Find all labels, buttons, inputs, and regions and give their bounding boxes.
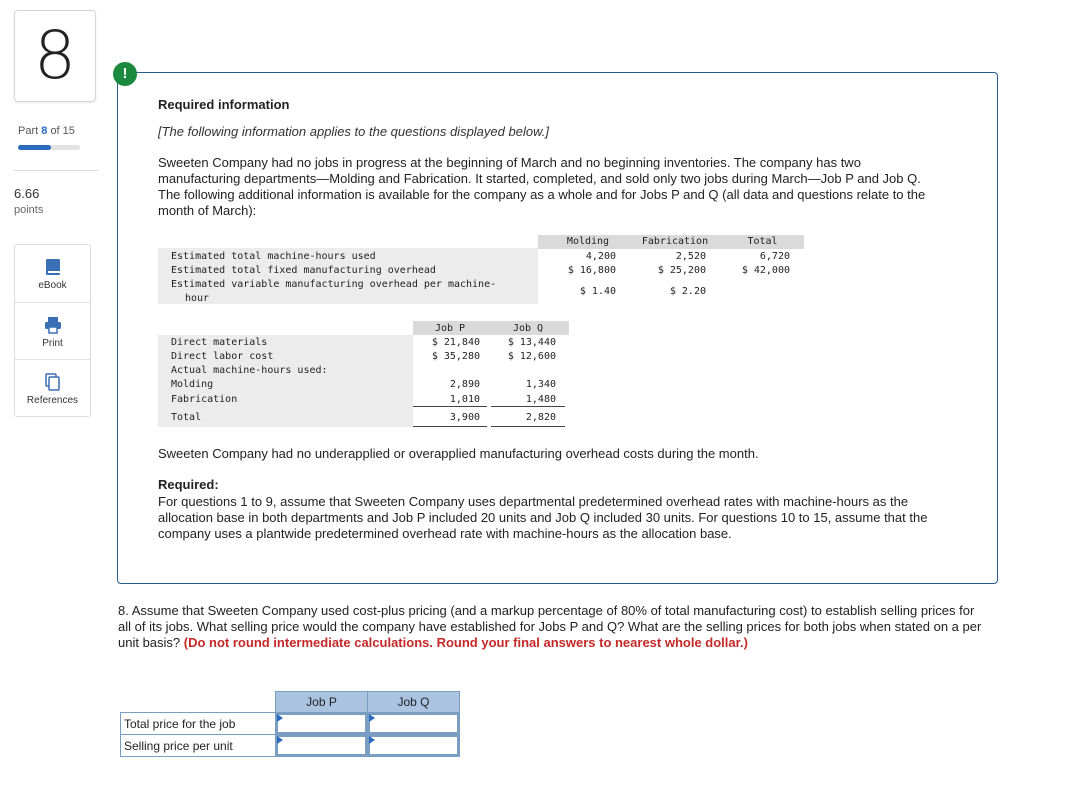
answer-cell [368,713,460,735]
input-flag-icon [369,736,375,744]
table1-row-label-cont: hour [185,293,210,304]
table1-header-total: Total [747,236,778,247]
part-progress-fill [18,145,51,150]
table2-cell: 1,010 [449,394,480,405]
scenario-paragraph: Sweeten Company had no jobs in progress at the beginning of March and no beginning inventories. The company has two manufacturing departments—Molding and Fabrication. It started, completed, and sold only two jobs during March—Job P and Job Q. The following additional information is available for the company as a whole and for Jobs P and Q (all data and questions relate to the month of March): [158,155,926,218]
answer-header-job-p: Job P [276,692,368,713]
table1-cell: $ 1.40 [579,286,616,297]
input-flag-icon [369,714,375,722]
answer-header-row [121,692,460,713]
print-button[interactable] [15,302,90,359]
table1-cell: 4,200 [585,251,616,262]
table1-cell: $ 25,200 [657,265,706,276]
part-progress-bar [18,145,80,150]
part-indicator [18,125,75,137]
required-title: Required: [158,477,219,492]
table1-cell: $ 16,800 [567,265,616,276]
subtotal-rule [413,406,487,407]
ebook-button[interactable] [15,245,90,302]
table2-cell: 1,480 [525,394,556,405]
points-label: points [14,204,44,216]
table1-header-fabrication: Fabrication [641,236,709,247]
question-number: 8 [34,17,76,94]
total-rule [413,426,487,427]
references-button[interactable] [15,359,90,416]
table-row [121,713,460,735]
table2-row-label: Direct materials [171,337,268,348]
alert-icon: ! [113,62,137,86]
table2-cell: $ 12,600 [507,351,556,362]
answer-cell [368,735,460,757]
question-number-box [14,10,96,102]
table2-row-label: Fabrication [171,394,238,405]
part-current: 8 [41,125,48,137]
references-icon [43,372,63,392]
table2-cell: 1,340 [525,379,556,390]
required-info-title: Required information [158,97,290,112]
selling-price-per-unit-job-q-input[interactable] [368,735,459,756]
table2-header-job-p: Job P [434,323,466,334]
table1-row-label: Estimated total machine-hours used [171,251,376,262]
table2-cell: 2,890 [449,379,480,390]
selling-price-per-unit-job-p-input[interactable] [276,735,367,756]
table2-row-label: Total [171,412,202,423]
required-text: For questions 1 to 9, assume that Sweeten Company uses departmental predetermined overhead rates with machine-hours as the allocation base in both departments and Job P included 20 units and Job Q included 30 units. For questions 10 to 15, assume that the company uses a plantwide predetermined overhead rate with machine-hours as the allocation base. [158,494,928,541]
table1-row-label: Estimated variable manufacturing overhead per machine- [171,279,497,290]
table1-cell: $ 42,000 [741,265,790,276]
table1-header-molding: Molding [566,236,610,247]
part-total: of 15 [50,125,75,137]
printer-icon [43,315,63,335]
required-info-note: [The following information applies to the questions displayed below.] [158,124,549,139]
question-instructions: (Do not round intermediate calculations. Round your final answers to nearest whole dollar.) [183,635,748,650]
table2-cell: 3,900 [449,412,480,423]
table2-cell: $ 13,440 [507,337,556,348]
references-label: References [26,395,79,406]
table1-cell: 2,520 [675,251,706,262]
answer-row-label: Total price for the job [121,713,276,735]
table2-header-job-q: Job Q [512,323,544,334]
print-label: Print [42,338,63,349]
question-body: 8. Assume that Sweeten Company used cost-plus pricing (and a markup percentage of 80% of total manufacturing cost) to establish selling prices for all of its jobs. What selling price would the company have established for Jobs P and Q? What are the selling prices for both jobs when stated on a per unit basis? [118,603,982,650]
table2-row-label: Actual machine-hours used: [171,365,328,376]
tools-panel [14,244,91,417]
answer-cell [276,735,368,757]
table2-cell: $ 35,280 [431,351,480,362]
table1-row-label: Estimated total fixed manufacturing overhead [171,265,436,276]
total-price-job-q-input[interactable] [368,713,459,734]
points-value: 6.66 [14,186,40,201]
total-rule [491,426,565,427]
input-flag-icon [277,736,283,744]
table2-cell: 2,820 [525,412,556,423]
book-icon [43,257,63,277]
input-flag-icon [277,714,283,722]
divider [14,170,98,171]
subtotal-rule [491,406,565,407]
table2-row-label: Molding [171,379,214,390]
table1-cell: $ 2.20 [669,286,706,297]
table2-cell: $ 21,840 [431,337,480,348]
answer-corner-cell [121,692,276,713]
total-price-job-p-input[interactable] [276,713,367,734]
answer-cell [276,713,368,735]
table-row [121,735,460,757]
table1-cell: 6,720 [759,251,790,262]
overhead-note: Sweeten Company had no underapplied or overapplied manufacturing overhead costs during the month. [158,446,759,461]
ebook-label: eBook [38,280,67,291]
question-text [118,603,988,651]
part-prefix: Part [18,125,39,137]
table2-row-label: Direct labor cost [171,351,274,362]
answer-table [120,691,460,757]
answer-header-job-q: Job Q [368,692,460,713]
answer-row-label: Selling price per unit [121,735,276,757]
